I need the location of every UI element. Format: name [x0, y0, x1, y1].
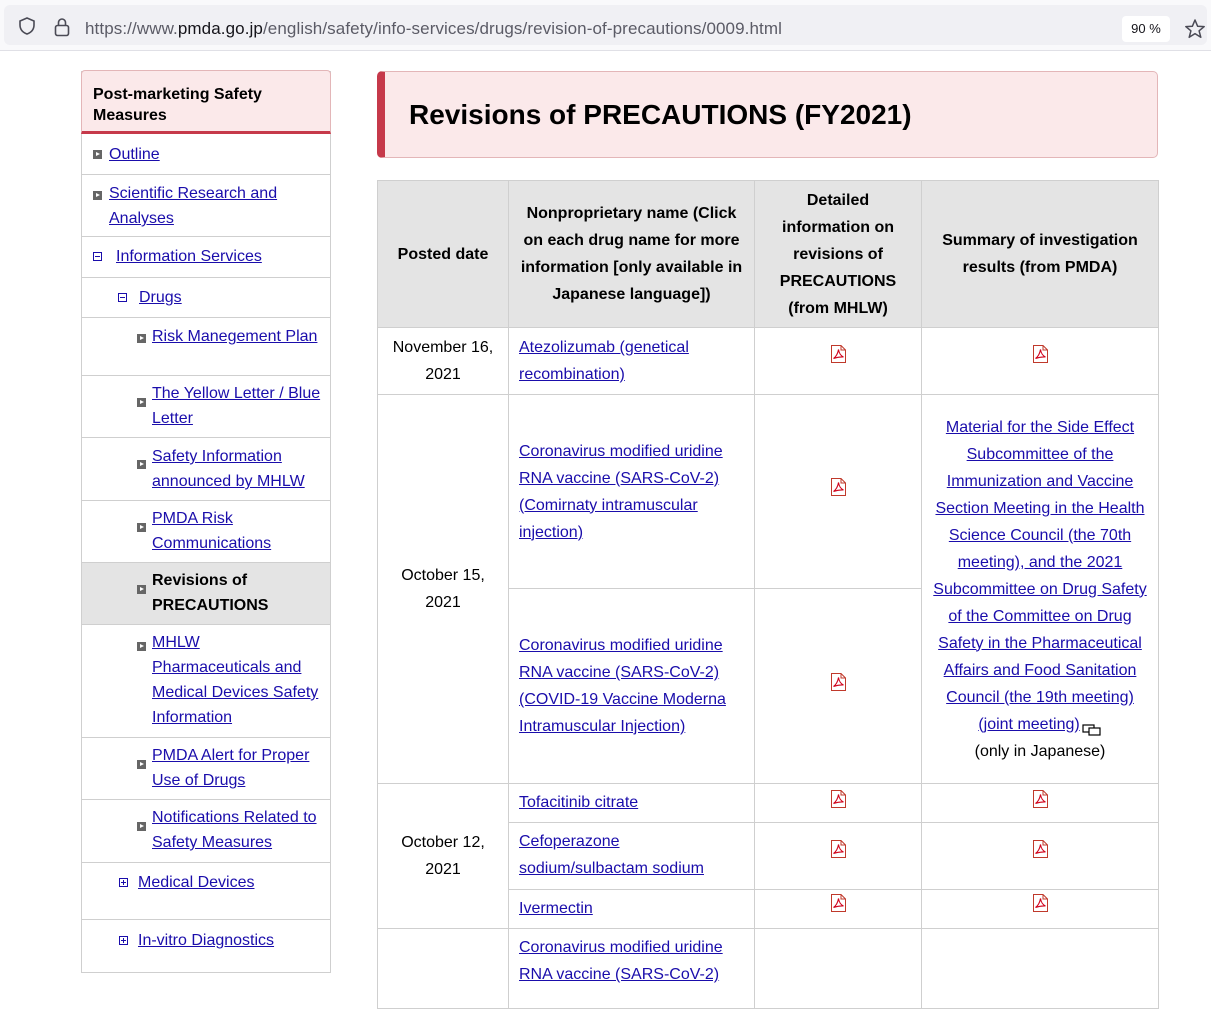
- sidebar-link-mhlw-safety-information[interactable]: MHLW Pharmaceuticals and Medical Devices Safety Information: [152, 634, 319, 726]
- sidebar-link-drugs[interactable]: Drugs: [139, 289, 182, 306]
- detailed-info-cell: [755, 784, 922, 823]
- plus-box-icon[interactable]: [119, 878, 128, 887]
- pdf-icon[interactable]: [1031, 894, 1049, 912]
- posted-date-cell: [378, 929, 509, 1009]
- arrow-bullet-icon: [93, 150, 102, 159]
- sidebar-item-medical-devices[interactable]: [82, 863, 330, 920]
- header-summary: Summary of investigation results (from PMDA): [922, 181, 1159, 328]
- minus-box-icon[interactable]: [93, 252, 102, 261]
- arrow-bullet-icon: [137, 760, 146, 769]
- drug-name-cell: [509, 589, 755, 784]
- sidebar-item-mhlw-safety-information[interactable]: [82, 625, 330, 738]
- sidebar-nav: [81, 71, 331, 973]
- detailed-info-cell: [755, 395, 922, 589]
- table-row: [378, 395, 1159, 589]
- drug-name-cell: [509, 328, 755, 395]
- drug-name-cell: [509, 890, 755, 929]
- arrow-bullet-icon: [93, 191, 102, 200]
- sidebar-item-outline[interactable]: [82, 134, 330, 175]
- shield-icon[interactable]: [18, 17, 36, 35]
- sidebar-item-revisions-of-precautions[interactable]: [82, 563, 330, 625]
- plus-box-icon[interactable]: [119, 936, 128, 945]
- summary-cell: [922, 929, 1159, 1009]
- table-row: [378, 929, 1159, 1009]
- summary-cell: [922, 784, 1159, 823]
- revisions-table: [377, 180, 1159, 1009]
- sidebar-link-medical-devices[interactable]: Medical Devices: [138, 874, 255, 891]
- table-header-row: [378, 181, 1159, 328]
- header-nonproprietary-name: Nonproprietary name (Click on each drug name for more information [only available in Japanese language]): [509, 181, 755, 328]
- detailed-info-cell: [755, 328, 922, 395]
- summary-note: (only in Japanese): [974, 742, 1106, 760]
- pdf-icon[interactable]: [829, 345, 847, 363]
- detailed-info-cell: [755, 589, 922, 784]
- summary-cell: [922, 395, 1159, 784]
- sidebar-heading: Post-marketing Safety Measures: [81, 70, 331, 134]
- arrow-bullet-icon: [137, 460, 146, 469]
- drug-name-cell: [509, 784, 755, 823]
- arrow-bullet-icon: [137, 334, 146, 343]
- sidebar-link-safety-information[interactable]: Safety Information announced by MHLW: [152, 448, 305, 490]
- lock-icon[interactable]: [53, 17, 71, 37]
- sidebar-item-notifications[interactable]: [82, 800, 330, 863]
- arrow-bullet-icon: [137, 642, 146, 651]
- posted-date-cell: October 15, 2021: [378, 395, 509, 784]
- detailed-info-cell: [755, 890, 922, 929]
- url-path: /english/safety/info-services/drugs/revision-of-precautions/0009.html: [262, 19, 783, 38]
- sidebar-item-scientific-research[interactable]: [82, 175, 330, 237]
- summary-cell: [922, 890, 1159, 929]
- header-posted-date: Posted date: [378, 181, 509, 328]
- posted-date-cell: November 16, 2021: [378, 328, 509, 395]
- sidebar-item-risk-management-plan[interactable]: [82, 318, 330, 376]
- pdf-icon[interactable]: [1031, 790, 1049, 808]
- drug-link[interactable]: Coronavirus modified uridine RNA vaccine (SARS-CoV-2): [519, 939, 723, 983]
- posted-date-cell: October 12, 2021: [378, 784, 509, 929]
- browser-toolbar: [0, 0, 1211, 51]
- detailed-info-cell: [755, 823, 922, 890]
- drug-name-cell: [509, 929, 755, 1009]
- pdf-icon[interactable]: [829, 478, 847, 496]
- sidebar-link-scientific-research[interactable]: Scientific Research and Analyses: [109, 185, 278, 227]
- pdf-icon[interactable]: [829, 673, 847, 691]
- pdf-icon[interactable]: [829, 790, 847, 808]
- summary-cell: [922, 823, 1159, 890]
- zoom-level-button[interactable]: 90 %: [1122, 16, 1170, 42]
- header-detailed-information: Detailed information on revisions of PRECAUTIONS (from MHLW): [755, 181, 922, 328]
- sidebar-item-in-vitro-diagnostics[interactable]: [82, 920, 330, 972]
- summary-cell: [922, 328, 1159, 395]
- sidebar-link-information-services[interactable]: Information Services: [116, 248, 262, 265]
- address-bar[interactable]: [4, 5, 1207, 45]
- drug-link[interactable]: Coronavirus modified uridine RNA vaccine (SARS-CoV-2) (Comirnaty intramuscular injection): [519, 442, 723, 541]
- external-window-icon: [1082, 718, 1102, 730]
- url-prefix: https://www.: [85, 19, 178, 38]
- arrow-bullet-icon: [137, 523, 146, 532]
- minus-box-icon[interactable]: [118, 293, 127, 302]
- pdf-icon[interactable]: [1031, 345, 1049, 363]
- sidebar-current-revisions-of-precautions[interactable]: Revisions of PRECAUTIONS: [152, 572, 269, 614]
- drug-name-cell: [509, 823, 755, 890]
- drug-name-cell: [509, 395, 755, 589]
- pdf-icon[interactable]: [829, 840, 847, 858]
- summary-link[interactable]: Material for the Side Effect Subcommittee of the Immunization and Vaccine Section Meeting in the Health Science Council (the 70th meeting), and the 2021 Subcommittee on Drug Safety of the Committee on Drug Safety in the Pharmaceutical Affairs and Food Sanitation Council (the 19th meeting) (joint meeting): [933, 418, 1147, 733]
- sidebar-link-risk-management-plan[interactable]: Risk Manegement Plan: [152, 328, 318, 345]
- page-title-box: [377, 71, 1158, 158]
- table-row: [378, 328, 1159, 395]
- arrow-bullet-icon: [137, 822, 146, 831]
- sidebar-link-outline[interactable]: Outline: [109, 146, 160, 163]
- url-domain: pmda.go.jp: [177, 19, 263, 38]
- sidebar-link-in-vitro-diagnostics[interactable]: In-vitro Diagnostics: [138, 932, 275, 949]
- star-icon[interactable]: [1184, 18, 1206, 40]
- sidebar-item-pmda-alert[interactable]: [82, 738, 330, 800]
- sidebar-item-safety-information[interactable]: [82, 438, 330, 501]
- table-row: [378, 784, 1159, 823]
- sidebar-link-yellow-blue-letter[interactable]: The Yellow Letter / Blue Letter: [152, 385, 321, 427]
- sidebar-item-yellow-blue-letter[interactable]: [82, 376, 330, 438]
- sidebar-item-drugs[interactable]: [82, 278, 330, 318]
- url-text[interactable]: [85, 19, 782, 39]
- pdf-icon[interactable]: [1031, 840, 1049, 858]
- page-title: Revisions of PRECAUTIONS (FY2021): [409, 99, 912, 130]
- sidebar-link-pmda-risk-communications[interactable]: PMDA Risk Communications: [152, 510, 272, 552]
- pdf-icon[interactable]: [829, 894, 847, 912]
- drug-link[interactable]: Atezolizumab (genetical recombination): [519, 339, 689, 383]
- drug-link[interactable]: Ivermectin: [519, 900, 593, 917]
- sidebar-item-information-services[interactable]: [82, 237, 330, 278]
- detailed-info-cell: [755, 929, 922, 1009]
- drug-link[interactable]: Coronavirus modified uridine RNA vaccine (SARS-CoV-2) (COVID-19 Vaccine Moderna Intramuscular Injection): [519, 637, 726, 735]
- sidebar-item-pmda-risk-communications[interactable]: [82, 501, 330, 563]
- sidebar-link-notifications[interactable]: Notifications Related to Safety Measures: [152, 809, 317, 851]
- drug-link[interactable]: Tofacitinib citrate: [519, 794, 639, 811]
- arrow-bullet-icon: [137, 585, 146, 594]
- sidebar-link-pmda-alert[interactable]: PMDA Alert for Proper Use of Drugs: [152, 747, 310, 789]
- arrow-bullet-icon: [137, 398, 146, 407]
- drug-link[interactable]: Cefoperazone sodium/sulbactam sodium: [519, 833, 704, 877]
